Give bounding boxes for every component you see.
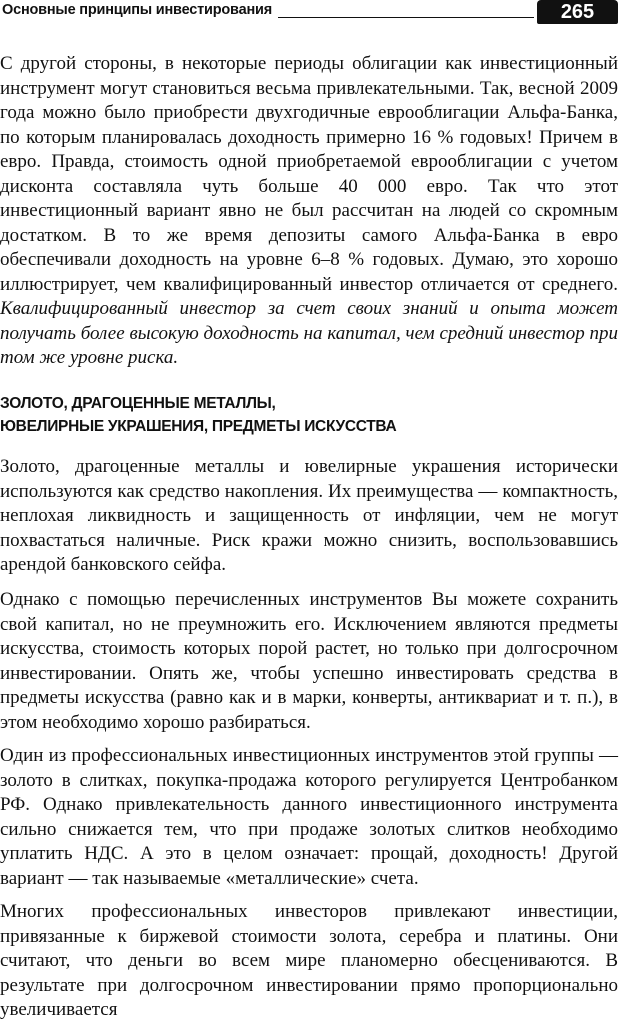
section-heading-line-2: ЮВЕЛИРНЫЕ УКРАШЕНИЯ, ПРЕДМЕТЫ ИСКУССТВА [0,418,397,435]
paragraph-bonds [0,52,618,371]
paragraph-metals: Многих профессиональных инвесторов привлекают инвестиции, привязанные к биржевой стоимости золота, серебра и платины. Они считают, что деньги во всем мире планомерно обесцениваются. В результате при долгосрочном инвестировании прямо пропорционально увеличивается [0,901,618,1020]
paragraph-art: Однако с помощью перечисленных инструментов Вы можете сохранить свой капитал, но не преумножить его. Исключением являются предметы искусства, стоимость которых порой растет, но только при долгосрочном инвестировании. Опять же, чтобы успешно инвестировать средства в предметы искусства (равно как и в марки, конверты, антиквариат и т. п.), в этом необходимо хорошо разбираться. [0,589,618,733]
header-rule [278,17,534,18]
paragraph-bonds-text: С другой стороны, в некоторые периоды облигации как инвестиционный инструмент могут становиться весьма привлекательными. Так, весной 2009 года можно было приобрести двухгодичные еврооблигации Альфа-Банка, по которым планировалась доходность примерно 16 % годовых! Причем в евро. Правда, стоимость одной приобретаемой еврооблигации с учетом дисконта составляла чуть больше 40 000 евро. Так что этот инвестиционный вариант явно не был рассчитан на людей со скромным достатком. В то же время депозиты самого Альфа-Банка в евро обеспечивали доходность на уровне 6–8 % годовых. Думаю, это хорошо иллюстрирует, чем квалифицированный инвестор отличается от среднего. [0,53,618,295]
page-number: 265 [537,0,618,24]
section-heading-line-1: ЗОЛОТО, ДРАГОЦЕННЫЕ МЕТАЛЛЫ, [0,395,276,412]
running-title: Основные принципы инвестирования [2,2,272,18]
paragraph-gold-bars: Один из профессиональных инвестиционных инструментов этой группы — золото в слитках, покупка-продажа которого регулируется Центробанком РФ. Однако привлекательность данного инвестиционного инструмента сильно снижается тем, что при продаже золотых слитков необходимо уплатить НДС. А это в целом означает: прощай, доходность! Другой вариант — так называемые «металлические» счета. [0,745,618,889]
section-heading [0,392,618,438]
paragraph-gold-intro: Золото, драгоценные металлы и ювелирные украшения исторически используются как средство накопления. Их преимущества — компактность, неплохая ликвидность и защищенность от инфляции, чем не могут похвастаться наличные. Риск кражи можно снизить, воспользовавшись арендой банковского сейфа. [0,456,618,575]
paragraph-bonds-italic: Квалифицированный инвестор за счет своих знаний и опыта может получать более высокую доходность на капитал, чем средний инвестор при том же уровне риска. [0,298,618,368]
running-header [0,0,620,26]
